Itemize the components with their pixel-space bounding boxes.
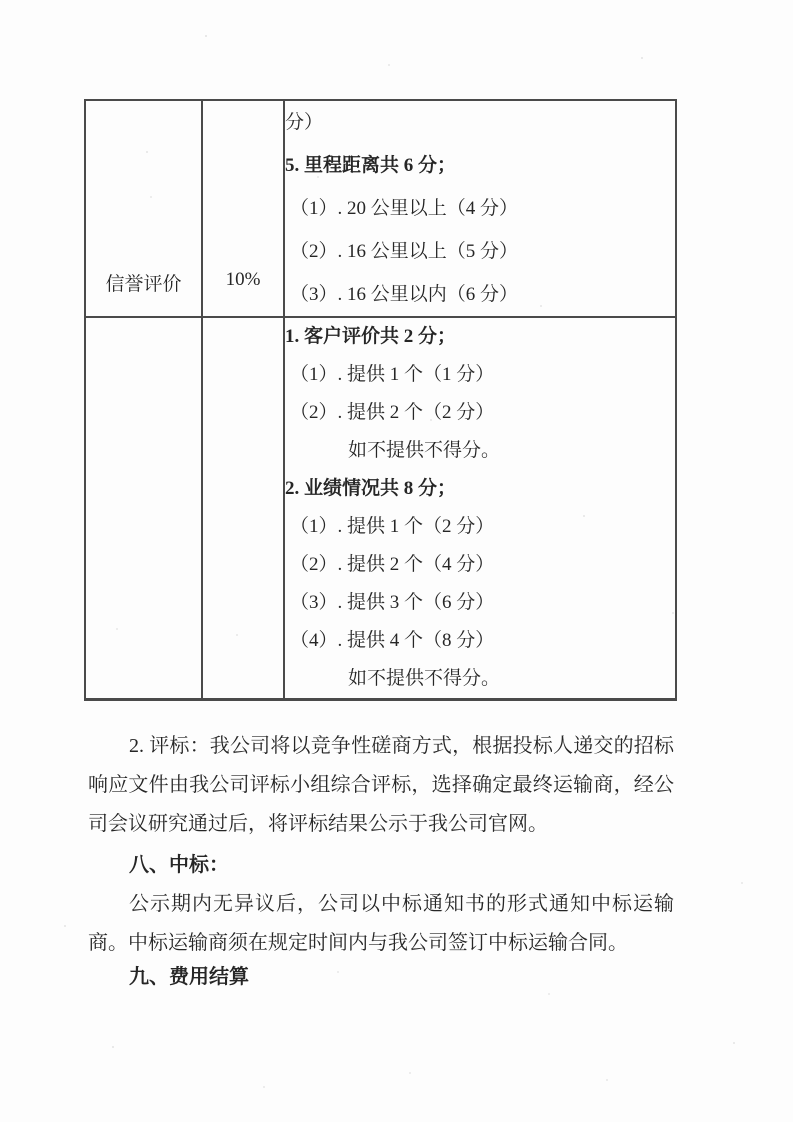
evaluation-table-body xyxy=(85,100,676,700)
section-heading: 九、费用结算 xyxy=(129,965,249,988)
body-paragraph: 2. 评标：我公司将以竞争性磋商方式，根据投标人递交的招标响应文件由我公司评标小组综合评标，选择确定最终运输商，经公司会议研究通过后，将评标结果公示于我公司官网。 xyxy=(88,735,674,835)
criterion-label: 信誉评价 xyxy=(105,274,182,295)
detail-line: 5. 里程距离共 6 分； xyxy=(285,155,457,176)
detail-line: （2）. 提供 2 个（4 分） xyxy=(290,554,495,575)
detail-line: 1. 客户评价共 2 分； xyxy=(285,326,457,347)
details-cell xyxy=(284,100,676,317)
body-paragraph: 公示期内无异议后，公司以中标通知书的形式通知中标运输商。中标运输商须在规定时间内与我公司签订中标运输合同。 xyxy=(88,893,674,954)
weight-cell xyxy=(202,269,284,700)
details-cell xyxy=(284,317,676,700)
criterion-cell xyxy=(85,274,202,700)
detail-line: 分） xyxy=(285,112,324,133)
detail-line: （1）. 提供 1 个（2 分） xyxy=(290,516,495,537)
document-body xyxy=(88,727,674,997)
detail-line: （2）. 16 公里以上（5 分） xyxy=(290,241,519,262)
detail-line: （1）. 20 公里以上（4 分） xyxy=(290,198,519,219)
weight-label: 10% xyxy=(225,269,261,290)
detail-line: （3）. 16 公里以内（6 分） xyxy=(290,284,519,305)
detail-line: （2）. 提供 2 个（2 分） xyxy=(290,402,495,423)
detail-line: 如不提供不得分。 xyxy=(348,440,501,461)
table-row xyxy=(85,317,676,700)
detail-line: 2. 业绩情况共 8 分； xyxy=(285,478,457,499)
evaluation-table xyxy=(84,99,677,701)
detail-line: （3）. 提供 3 个（6 分） xyxy=(290,592,495,613)
detail-line: （1）. 提供 1 个（1 分） xyxy=(290,364,495,385)
section-heading: 八、中标： xyxy=(129,854,229,877)
detail-line: （4）. 提供 4 个（8 分） xyxy=(290,630,495,651)
detail-line: 如不提供不得分。 xyxy=(348,668,501,689)
